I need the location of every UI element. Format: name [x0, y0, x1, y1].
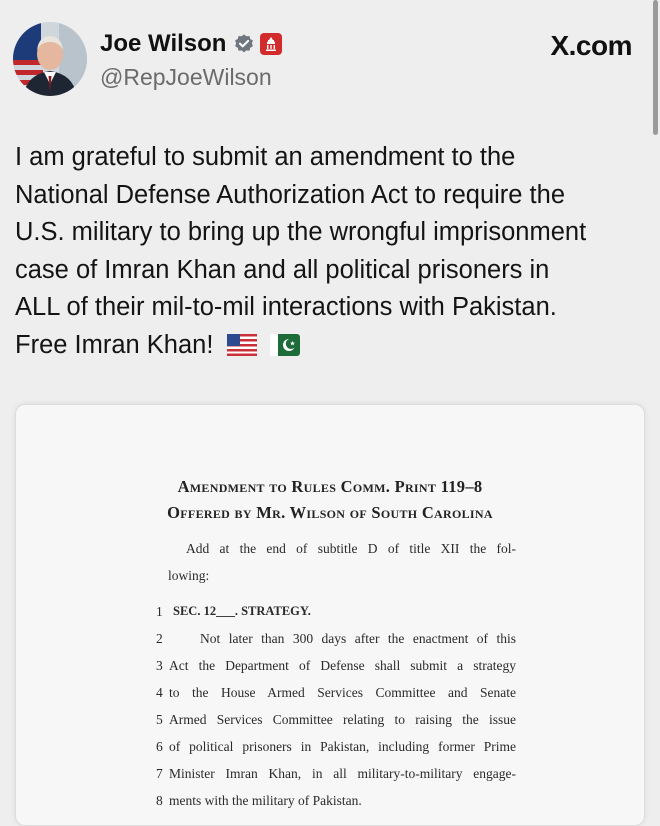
author-handle[interactable]: @RepJoeWilson [100, 64, 272, 90]
tweet-header [0, 0, 660, 110]
line-number: 1 [156, 604, 163, 619]
line-number: 8 [156, 793, 163, 808]
tweet-text [15, 139, 647, 367]
document-line: ments with the military of Pakistan. [169, 793, 362, 808]
line-number: 4 [156, 685, 163, 700]
author-name[interactable]: Joe Wilson [100, 30, 227, 57]
line-number: 5 [156, 712, 163, 727]
amendment-document-image[interactable] [15, 404, 645, 826]
document-line: Armed Services Committee relating to raising the issue [169, 712, 516, 727]
tweet-line: National Defense Authorization Act to require the [15, 180, 566, 209]
x-brand-watermark: X.com [550, 30, 632, 61]
scrollbar[interactable] [653, 0, 658, 135]
avatar[interactable] [13, 22, 87, 96]
verified-badge-icon [233, 33, 255, 55]
line-number: 7 [156, 766, 163, 781]
line-number: 3 [156, 658, 163, 673]
us-flag-icon [227, 330, 257, 368]
section-heading: SEC. 12___. STRATEGY. [173, 604, 311, 618]
document-line: of political prisoners in Pakistan, including former Prime [169, 739, 516, 754]
tweet-line: ALL of their mil-to-mil interactions with Pakistan. [15, 293, 557, 321]
tweet-line: I am grateful to submit an amendment to the [15, 143, 516, 171]
tweet-line: U.S. military to bring up the wrongful imprisonment [15, 218, 587, 246]
document-line: Act the Department of Defense shall submit a strategy [169, 658, 516, 673]
document-line: Not later than 300 days after the enactment of this [200, 631, 516, 646]
document-intro: Add at the end of subtitle D of title XII the fol- [186, 541, 516, 556]
tweet-line-last [15, 327, 647, 368]
government-badge-icon [260, 33, 282, 55]
line-number: 2 [156, 631, 163, 646]
tweet-line: case of Imran Khan and all political prisoners in [15, 255, 550, 284]
avatar-photo-icon [13, 22, 87, 96]
document-line: Minister Imran Khan, in all military-to-military engage- [169, 766, 516, 781]
document-line: to the House Armed Services Committee and Senate [169, 685, 516, 700]
document-intro: lowing: [168, 568, 210, 583]
document-subtitle: Offered by Mr. Wilson of South Carolina [167, 503, 493, 522]
line-number: 6 [156, 739, 163, 754]
tweet-line: Free Imran Khan! [15, 330, 214, 359]
pakistan-flag-icon [270, 330, 300, 368]
document-title: Amendment to Rules Comm. Print 119–8 [177, 477, 483, 496]
